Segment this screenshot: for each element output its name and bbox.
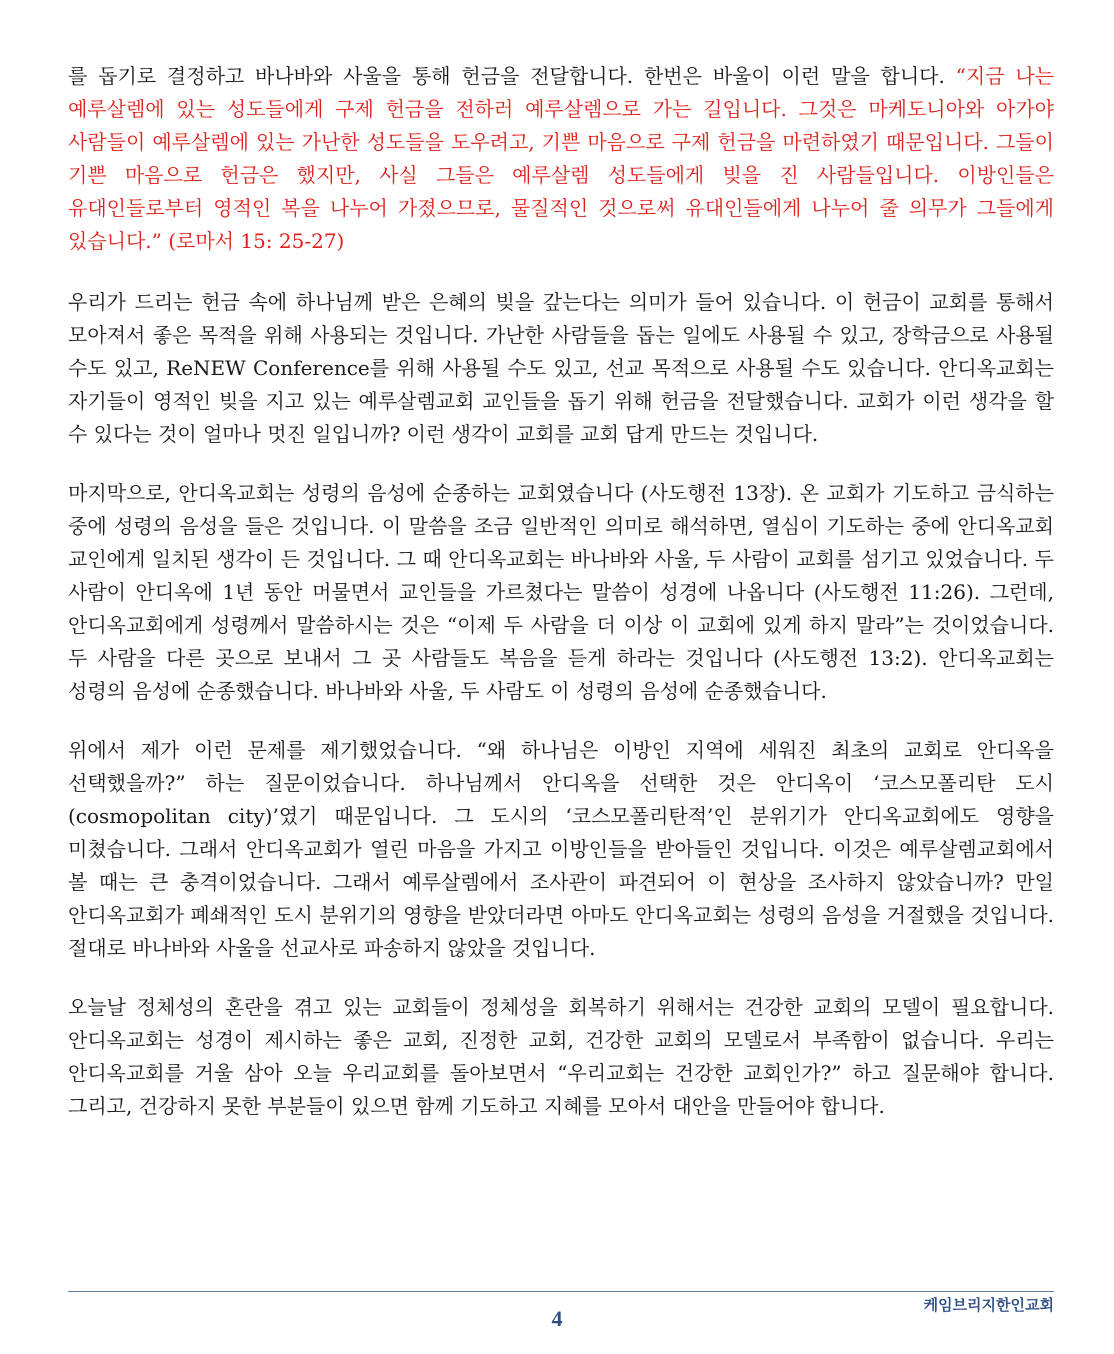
paragraph-cosmopolitan-city: 위에서 제가 이런 문제를 제기했었습니다. “왜 하나님은 이방인 지역에 세워진 최초의 교회로 안디옥을 선택했을까?” 하는 질문이었습니다. 하나님께서 안디옥을 선택한 것은 안디옥이 ‘코스모폴리탄 도시 (cosmopolitan city)’였기 때문입니다. 그 도시의 ‘코스모폴리탄적’인 분위기가 안디옥교회에도 영향을 미쳤습니다. 그래서 안디옥교회가 열린 마음을 가지고 이방인들을 받아들인 것입니다. 이것은 예루살렘교회에서 볼 때는 큰 충격이었습니다. 그래서 예루살렘에서 조사관이 파견되어 이 현상을 조사하지 않았습니까? 만일 안디옥교회가 폐쇄적인 도시 분위기의 영향을 받았더라면 아마도 안디옥교회는 성령의 음성을 거절했을 것입니다. 절대로 바나바와 사울을 선교사로 파송하지 않았을 것입니다.: [68, 738, 1054, 960]
page-body: [68, 60, 1054, 1149]
footer-page-number: 4: [551, 1306, 563, 1331]
footer-church-name: 케임브리지한인교회: [923, 1296, 1054, 1314]
paragraph-healthy-church-model: 오늘날 정체성의 혼란을 겪고 있는 교회들이 정체성을 회복하기 위해서는 건강한 교회의 모델이 필요합니다. 안디옥교회는 성경이 제시하는 좋은 교회, 진정한 교회, 건강한 교회의 모델로서 부족함이 없습니다. 우리는 안디옥교회를 거울 삼아 오늘 우리교회를 돌아보면서 “우리교회는 건강한 교회인가?” 하고 질문해야 합니다. 그리고, 건강하지 못한 부분들이 있으면 함께 기도하고 지혜를 모아서 대안을 만들어야 합니다.: [68, 995, 1054, 1118]
paragraph-offering-delivery: [68, 60, 1054, 258]
paragraph-lead-text: 를 돕기로 결정하고 바나바와 사울을 통해 헌금을 전달합니다. 한번은 바울이 이런 말을 합니다.: [68, 64, 956, 88]
paragraph-holy-spirit-obedience: 마지막으로, 안디옥교회는 성령의 음성에 순종하는 교회였습니다 (사도행전 13장). 온 교회가 기도하고 금식하는 중에 성령의 음성을 들은 것입니다. 이 말씀을 조금 일반적인 의미로 해석하면, 열심이 기도하는 중에 안디옥교회 교인에게 일치된 생각이 든 것입니다. 그 때 안디옥교회는 바나바와 사울, 두 사람이 교회를 섬기고 있었습니다. 두 사람이 안디옥에 1년 동안 머물면서 교인들을 가르쳤다는 말씀이 성경에 나옵니다 (사도행전 11:26). 그런데, 안디옥교회에게 성령께서 말씀하시는 것은 “이제 두 사람을 더 이상 이 교회에 있게 하지 말라”는 것이었습니다. 두 사람을 다른 곳으로 보내서 그 곳 사람들도 복음을 듣게 하라는 것입니다 (사도행전 13:2). 안디옥교회는 성령의 음성에 순종했습니다. 바나바와 사울, 두 사람도 이 성령의 음성에 순종했습니다.: [68, 481, 1054, 703]
paragraph-offering-meaning: 우리가 드리는 헌금 속에 하나님께 받은 은혜의 빚을 갚는다는 의미가 들어 있습니다. 이 헌금이 교회를 통해서 모아져서 좋은 목적을 위해 사용되는 것입니다. 가난한 사람들을 돕는 일에도 사용될 수 있고, 장학금으로 사용될 수도 있고, ReNEW Conference를 위해 사용될 수도 있고, 선교 목적으로 사용될 수도 있습니다. 안디옥교회는 자기들이 영적인 빚을 지고 있는 예루살렘교회 교인들을 돕기 위해 헌금을 전달했습니다. 교회가 이런 생각을 할 수 있다는 것이 얼마나 멋진 일입니까? 이런 생각이 교회를 교회 답게 만드는 것입니다.: [68, 290, 1054, 446]
footer-divider: [68, 1291, 1054, 1292]
scripture-quote-romans: “지금 나는 예루살렘에 있는 성도들에게 구제 헌금을 전하러 예루살렘으로 가는 길입니다. 그것은 마케도니아와 아가야 사람들이 예루살렘에 있는 가난한 성도들을 도우려고, 기쁜 마음으로 구제 헌금을 마련하였기 때문입니다. 그들이 기쁜 마음으로 헌금은 했지만, 사실 그들은 예루살렘 성도들에게 빚을 진 사람들입니다. 이방인들은 유대인들로부터 영적인 복을 나누어 가졌으므로, 물질적인 것으로써 유대인들에게 나누어 줄 의무가 그들에게 있습니다.” (로마서 15: 25-27): [68, 64, 1054, 253]
